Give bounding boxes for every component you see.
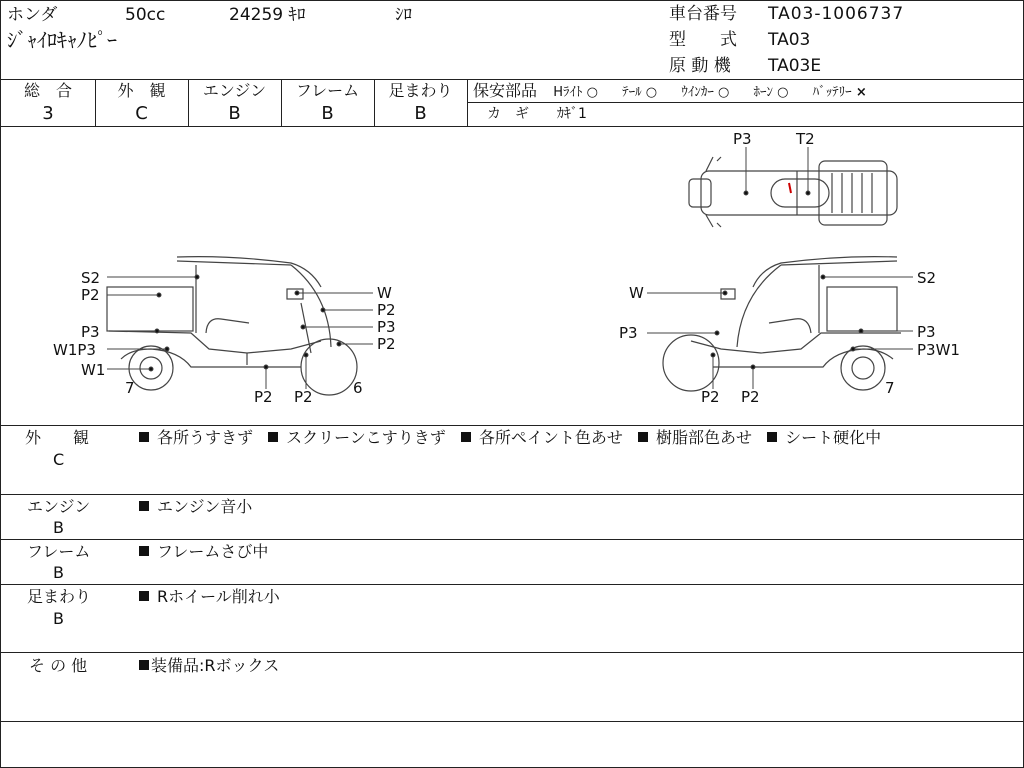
grade-overall-value: 3: [42, 103, 54, 124]
label-left-p2-box: P2: [81, 286, 100, 304]
grade-overall-label: 総 合: [23, 81, 72, 100]
headlight-label: Hﾗｲﾄ: [553, 85, 583, 100]
engine-model-value: TA03E: [768, 56, 822, 76]
vehicle-diagram: [1, 127, 1023, 425]
label-left-s2: S2: [81, 269, 101, 287]
note-engine-label: エンジン: [27, 497, 91, 516]
type-label: 型 式: [669, 30, 737, 50]
note-exterior-label: 外 観: [25, 428, 90, 447]
grade-engine-label: エンジン: [202, 81, 267, 100]
note-exterior-item: スクリーンこすりきず: [268, 429, 446, 447]
note-frame-grade: B: [53, 563, 64, 582]
label-left-w1p3: W1P3: [53, 341, 96, 359]
safety-winker: [681, 84, 729, 102]
label-right-p2-bottom: P2: [701, 388, 720, 406]
maker: ホンダ: [7, 5, 58, 25]
note-exterior-item: シート硬化中: [767, 429, 881, 447]
label-left-7: 7: [125, 379, 135, 397]
key-label: カ ギ: [487, 106, 529, 122]
type-value: TA03: [768, 30, 811, 50]
note-frame-label: フレーム: [27, 542, 91, 561]
body-color: ｼﾛ: [395, 5, 412, 25]
grade-suspension-label: 足まわり: [388, 81, 453, 100]
engine-model-label: 原 動 機: [669, 56, 731, 76]
model-name: ｼﾞｬｲﾛｷｬﾉﾋﾟｰ: [7, 28, 117, 52]
label-left-p3: P3: [81, 323, 100, 341]
label-left-p2-floor: P2: [254, 388, 273, 406]
label-left-p2-fender: P2: [377, 335, 396, 353]
note-suspension-grade: B: [53, 609, 64, 628]
note-exterior-item: 樹脂部色あせ: [638, 429, 752, 447]
safety-horn: [754, 84, 789, 102]
note-suspension-items: [139, 588, 290, 606]
mileage-unit: ｷﾛ: [288, 5, 306, 25]
label-right-p3w1: P3W1: [917, 341, 960, 359]
label-left-w: W: [377, 284, 392, 302]
safety-label: 保安部品: [473, 81, 538, 100]
horn-label: ﾎｰﾝ: [753, 85, 773, 100]
taillight-mark: ○: [645, 85, 658, 100]
note-suspension-item: Rホイール削れ小: [139, 588, 280, 606]
note-engine-grade: B: [53, 518, 64, 537]
note-other-item: 装備品:Rボックス: [139, 657, 279, 675]
label-left-p3-front: P3: [377, 318, 396, 336]
label-left-p2-bottom: P2: [294, 388, 313, 406]
battery-label: ﾊﾞｯﾃﾘｰ: [812, 85, 852, 100]
note-exterior-grade: C: [53, 450, 65, 469]
note-exterior-item: 各所ペイント色あせ: [461, 429, 623, 447]
label-left-w1: W1: [81, 361, 106, 379]
note-other-items: [139, 657, 289, 675]
headlight-mark: ○: [586, 85, 598, 100]
label-right-s2: S2: [917, 269, 937, 287]
winker-mark: ○: [717, 85, 730, 100]
label-top-p3: P3: [733, 130, 752, 148]
label-right-p3-front: P3: [619, 324, 638, 342]
safety-parts: [473, 82, 867, 102]
label-top-t2: T2: [796, 130, 815, 148]
safety-taillight: [622, 84, 657, 102]
mileage: [229, 6, 306, 25]
safety-headlight: [553, 84, 598, 102]
key-value: ｶｷﾞ1: [557, 106, 587, 122]
grade-frame-value: B: [321, 103, 334, 124]
safety-battery: [813, 84, 867, 102]
note-engine-item: エンジン音小: [139, 498, 252, 516]
label-left-p2-screen: P2: [377, 301, 396, 319]
key-row: [487, 106, 587, 122]
note-engine-items: [139, 498, 262, 516]
label-left-6: 6: [353, 379, 363, 397]
grade-exterior-value: C: [135, 103, 148, 124]
note-frame-items: [139, 543, 278, 561]
label-right-p3: P3: [917, 323, 936, 341]
label-right-7: 7: [885, 379, 895, 397]
note-frame-item: フレームさび中: [139, 543, 268, 561]
grade-suspension-value: B: [414, 103, 427, 124]
chassis-label: 車台番号: [669, 4, 737, 24]
horn-mark: ○: [777, 85, 789, 100]
chassis-value: TA03-1006737: [768, 4, 905, 24]
grade-exterior-label: 外 観: [117, 81, 166, 100]
note-exterior-items: [139, 429, 891, 447]
label-right-w: W: [629, 284, 644, 302]
note-exterior-item: 各所うすきず: [139, 429, 253, 447]
note-suspension-label: 足まわり: [27, 587, 92, 606]
label-right-p2-floor: P2: [741, 388, 760, 406]
note-other-label: そ の 他: [29, 656, 88, 675]
battery-mark: ×: [855, 85, 867, 100]
taillight-label: ﾃｰﾙ: [622, 85, 642, 100]
winker-label: ｳｲﾝｶｰ: [681, 85, 714, 100]
displacement: 50cc: [125, 5, 166, 25]
mileage-value: 24259: [229, 5, 284, 25]
grade-frame-label: フレーム: [295, 81, 360, 100]
grade-engine-value: B: [228, 103, 241, 124]
top-view-drawing: [689, 157, 897, 227]
